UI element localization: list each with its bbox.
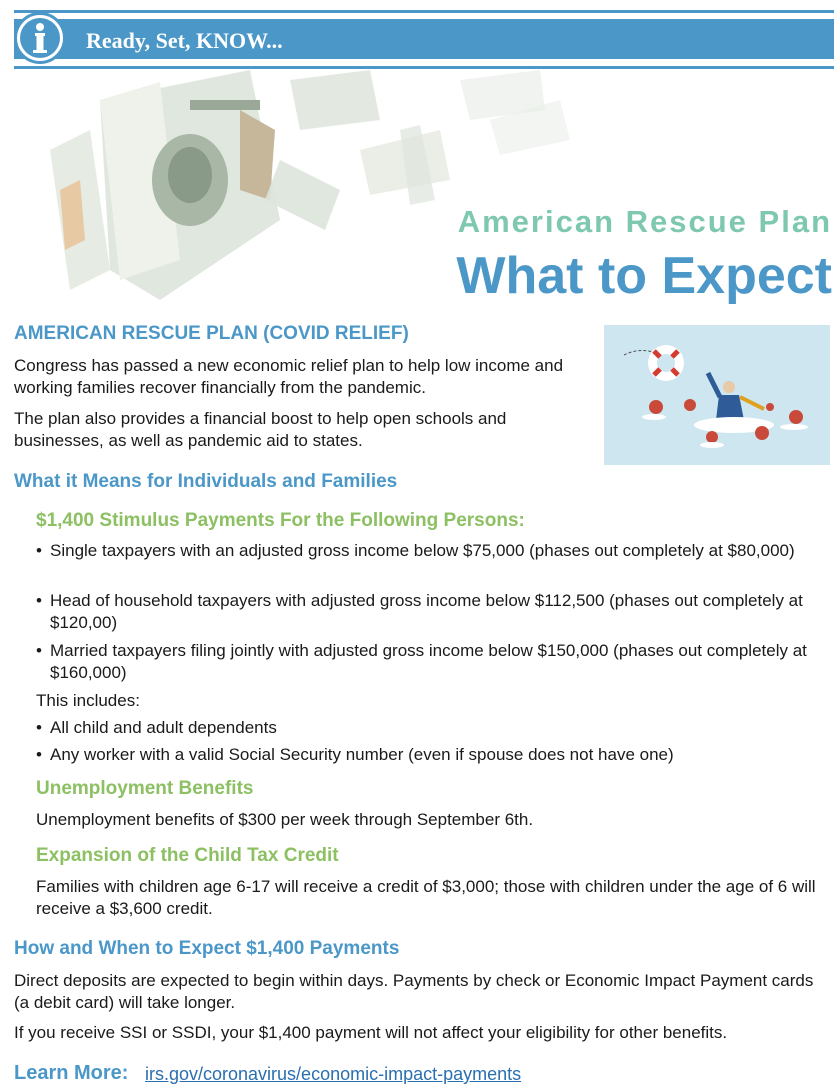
- header-rule-top: [14, 10, 834, 13]
- header-title: Ready, Set, KNOW...: [86, 28, 283, 53]
- stimulus-heading: $1,400 Stimulus Payments For the Following Persons:: [36, 510, 525, 531]
- info-person-icon: [14, 12, 66, 64]
- child-credit-text: Families with children age 6-17 will receive a credit of $3,000; those with children under the age of 6 will receive a $3,600 credit.: [36, 877, 816, 918]
- hero-kicker: American Rescue Plan: [457, 204, 832, 239]
- payments-paragraph-1: Direct deposits are expected to begin within days. Payments by check or Economic Impact Payment cards (a debit card) will take longer.: [14, 971, 814, 1012]
- intro-paragraph-1: Congress has passed a new economic relief plan to help low income and working families recover financially from the pandemic.: [14, 356, 564, 397]
- learn-more-label: Learn More:: [14, 1062, 129, 1084]
- stimulus-bullet-single: • Single taxpayers with an adjusted gross income below $75,000 (phases out completely at $80,000): [36, 540, 826, 562]
- unemployment-text: Unemployment benefits of $300 per week through September 6th.: [36, 810, 534, 829]
- child-credit-heading: Expansion of the Child Tax Credit: [36, 845, 339, 866]
- intro-paragraph-2: The plan also provides a financial boost to help open schools and businesses, as well as pandemic aid to states.: [14, 409, 507, 450]
- learn-more-link[interactable]: irs.gov/coronavirus/economic-impact-payments: [145, 1064, 522, 1084]
- main-bill: [50, 70, 280, 300]
- intro-heading: AMERICAN RESCUE PLAN (COVID RELIEF): [14, 323, 409, 344]
- page-title: What to Expect: [456, 247, 832, 305]
- payments-paragraph-2: If you receive SSI or SSDI, your $1,400 payment will not affect your eligibility for other benefits.: [14, 1023, 728, 1042]
- payments-heading: How and When to Expect $1,400 Payments: [14, 938, 400, 959]
- includes-bullet-dependents: • All child and adult dependents: [36, 717, 826, 739]
- header-rule-bottom: [14, 66, 834, 69]
- individuals-heading: What it Means for Individuals and Families: [14, 471, 398, 492]
- stimulus-bullet-married: • Married taxpayers filing jointly with adjusted gross income below $150,000 (phases out completely at $160,000): [36, 640, 826, 684]
- includes-bullet-worker: • Any worker with a valid Social Security number (even if spouse does not have one): [36, 744, 826, 766]
- stimulus-bullet-head-of-household: • Head of household taxpayers with adjusted gross income below $112,500 (phases out completely at $120,00): [36, 590, 826, 634]
- life-ring-rescue-illustration: [604, 325, 830, 465]
- unemployment-heading: Unemployment Benefits: [36, 778, 254, 799]
- includes-label: This includes:: [36, 691, 140, 710]
